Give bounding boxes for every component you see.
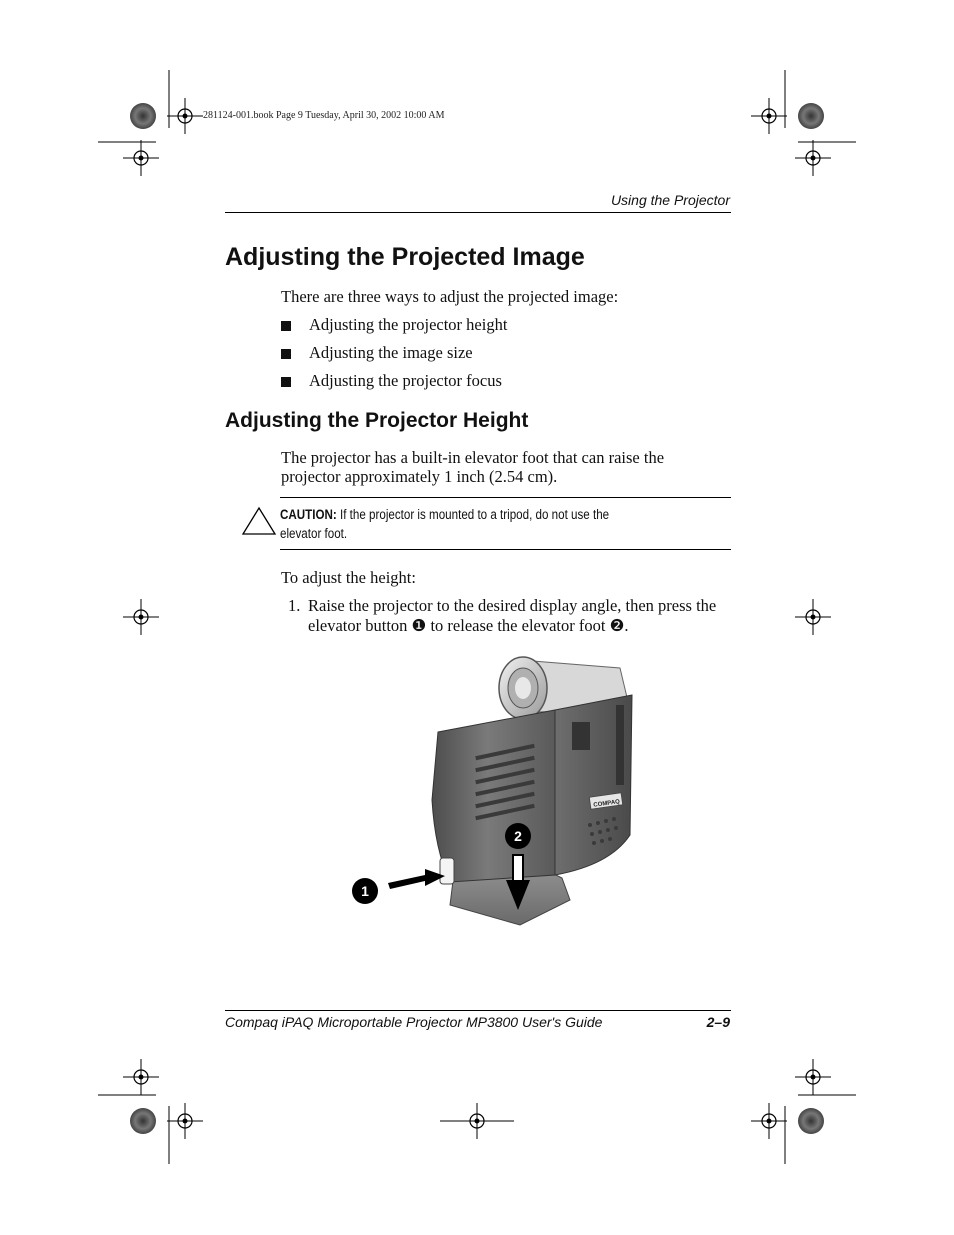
steps-intro: To adjust the height: [281, 568, 416, 587]
caution-triangle-icon [241, 506, 277, 536]
brand-label: COMPAQ [593, 799, 621, 809]
svg-text:1: 1 [361, 883, 369, 899]
subsection-title: Adjusting the Projector Height [225, 409, 529, 432]
print-info: 281124-001.book Page 9 Tuesday, April 30, 2002 10:00 AM [203, 110, 445, 121]
list-item: Adjusting the image size [281, 343, 507, 371]
header-rule [225, 212, 731, 213]
elevator-button [440, 858, 454, 884]
footer-title: Compaq iPAQ Microportable Projector MP3800 User's Guide [225, 1014, 603, 1030]
registration-mark [795, 599, 831, 635]
caution-text-line-2: elevator foot. [280, 526, 348, 541]
svg-text:2: 2 [514, 828, 522, 844]
right-arrow-icon [388, 869, 445, 889]
starburst-target-bottom-left [130, 1108, 156, 1134]
step-text-line-2: elevator button ❶ to release the elevator foot ❷. [308, 616, 629, 635]
registration-mark [123, 599, 159, 635]
registration-mark [751, 1103, 787, 1139]
running-head: Using the Projector [610, 192, 730, 208]
bullet-square-icon [281, 321, 291, 331]
height-paragraph-line-2: projector approximately 1 inch (2.54 cm). [281, 467, 558, 486]
caution-label: CAUTION: [280, 507, 337, 522]
footer-rule [225, 1010, 731, 1011]
list-item: Adjusting the projector focus [281, 371, 507, 399]
adjustment-list [281, 315, 507, 399]
page-number: 2–9 [706, 1014, 730, 1030]
registration-mark [795, 1059, 831, 1095]
bullet-square-icon [281, 349, 291, 359]
registration-mark [795, 140, 831, 176]
caution-text-line-1: If the projector is mounted to a tripod, do not use the [339, 507, 610, 522]
registration-mark [751, 98, 787, 134]
caution-bottom-rule [280, 549, 731, 550]
starburst-target-bottom-right [798, 1108, 824, 1134]
registration-mark [123, 1059, 159, 1095]
caution-note [280, 505, 641, 543]
section-title: Adjusting the Projected Image [225, 243, 585, 271]
starburst-target-top-right [798, 103, 824, 129]
caution-top-rule [280, 497, 731, 498]
list-item: Adjusting the projector height [281, 315, 507, 343]
height-paragraph-line-1: The projector has a built-in elevator foot that can raise the [281, 448, 665, 467]
section-intro: There are three ways to adjust the projected image: [281, 287, 619, 306]
bullet-square-icon [281, 377, 291, 387]
step-text-line-1: Raise the projector to the desired display angle, then press the [308, 596, 717, 615]
registration-mark [167, 1103, 203, 1139]
starburst-target-top-left [130, 103, 156, 129]
registration-mark [167, 98, 203, 134]
step-number: 1. [288, 596, 301, 615]
registration-mark [123, 140, 159, 176]
projector-illustration [340, 650, 640, 935]
